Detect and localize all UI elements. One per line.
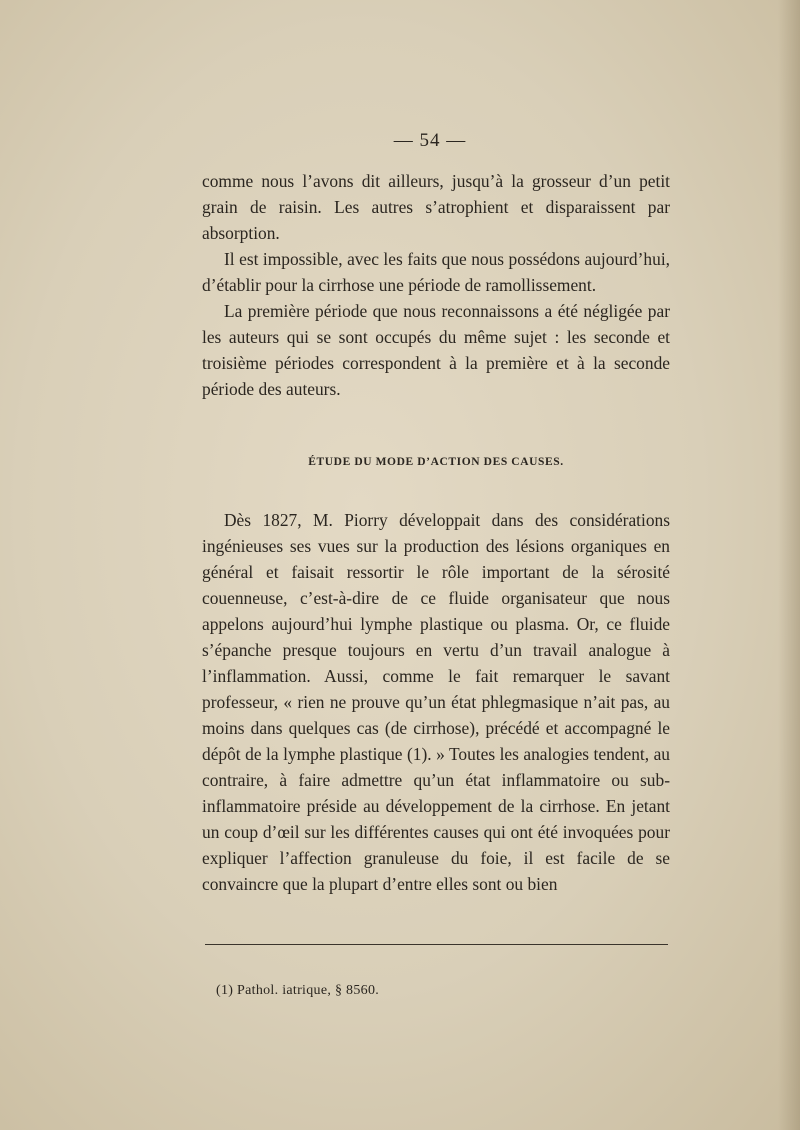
section-heading: ÉTUDE DU MODE D’ACTION DES CAUSES. [308,456,564,468]
paragraph: La première période que nous reconnaissons a été négligée par les auteurs qui se sont occupés du même sujet : les seconde et troisième périodes correspondent à la première et à la seconde période des auteurs. [202,301,670,399]
footnote-rule [205,944,668,945]
text-block-main [202,507,670,897]
text-block-top [202,168,670,402]
paragraph: Dès 1827, M. Piorry développait dans des considérations ingénieuses ses vues sur la production des lésions organiques en général et faisait ressortir le rôle important de la sérosité couenneuse, c’est-à-dire de ce fluide organisateur que nous appelons aujourd’hui lymphe plastique ou plasma. Or, ce fluide s’épanche presque toujours en vertu d’un travail analogue à l’inflammation. Aussi, comme le fait remarquer le savant professeur, « rien ne prouve qu’un état phlegmasique n’ait pas, au moins dans quelques cas (de cirrhose), précédé et accompagné le dépôt de la lymphe plastique (1). » Toutes les analogies tendent, au contraire, à faire admettre qu’un état inflammatoire ou sub-inflammatoire préside au développement de la cirrhose. En jetant un coup d’œil sur les différentes causes qui ont été invoquées pour expliquer l’affection granuleuse du foie, il est facile de se convaincre que la plupart d’entre elles sont ou bien [202,510,670,894]
paragraph: comme nous l’avons dit ailleurs, jusqu’à la grosseur d’un petit grain de raisin. Les autres s’atrophient et disparaissent par absorption. [202,171,670,243]
paragraph: Il est impossible, avec les faits que nous possédons aujourd’hui, d’établir pour la cirrhose une période de ramollissement. [202,249,670,295]
page-edge-shadow [778,0,800,1130]
page-number: — 54 — [393,130,467,151]
footnote: (1) Pathol. iatrique, § 8560. [216,983,380,998]
